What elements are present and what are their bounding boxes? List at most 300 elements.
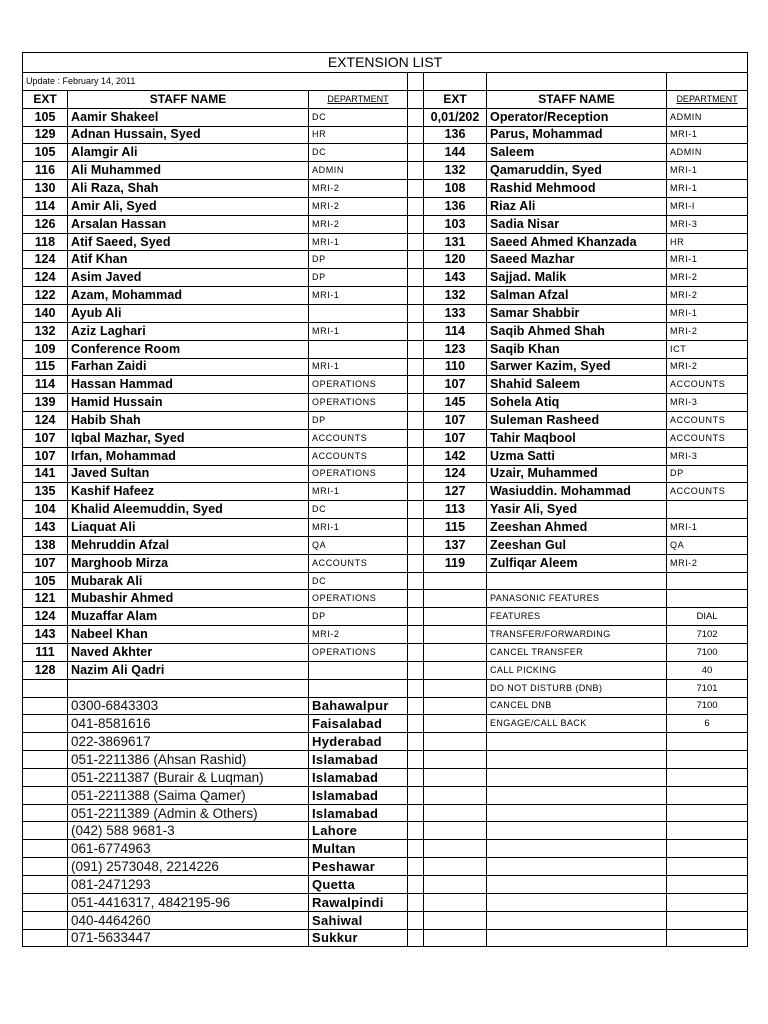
ext-right (424, 626, 487, 644)
spacer-cell (408, 679, 424, 697)
staff-name-right: Saleem (487, 144, 667, 162)
ext-left: 140 (23, 304, 68, 322)
table-row (23, 590, 748, 608)
staff-name-right: Zeeshan Ahmed (487, 519, 667, 537)
table-row (23, 661, 748, 679)
spacer-cell (408, 608, 424, 626)
office-city: Bahawalpur (309, 697, 408, 715)
ext-left: 138 (23, 536, 68, 554)
feature-name: CANCEL DNB (487, 697, 667, 715)
table-row (23, 394, 748, 412)
department-left: DC (309, 144, 408, 162)
spacer-cell (408, 144, 424, 162)
feature-name: CANCEL TRANSFER (487, 644, 667, 662)
spacer-cell (408, 893, 424, 911)
ext-right: 114 (424, 322, 487, 340)
table-row (23, 554, 748, 572)
feature-dial: 7100 (667, 644, 748, 662)
office-phone: 051-2211389 (Admin & Others) (68, 804, 309, 822)
staff-name-left: Adnan Hussain, Syed (68, 126, 309, 144)
table-row (23, 251, 748, 269)
table-row (23, 429, 748, 447)
staff-name-left: Khalid Aleemuddin, Syed (68, 501, 309, 519)
blank-cell (23, 751, 68, 769)
department-left: OPERATIONS (309, 644, 408, 662)
blank-cell (487, 804, 667, 822)
office-row (23, 911, 748, 929)
ext-left: 124 (23, 251, 68, 269)
office-row (23, 875, 748, 893)
department-right: ACCOUNTS (667, 376, 748, 394)
blank-cell (487, 840, 667, 858)
ext-right: 136 (424, 197, 487, 215)
staff-name-right: Uzma Satti (487, 447, 667, 465)
department-left: MRI-2 (309, 626, 408, 644)
staff-name-right: Sarwer Kazim, Syed (487, 358, 667, 376)
staff-name-right: Sohela Atiq (487, 394, 667, 412)
table-row (23, 483, 748, 501)
table-row (23, 322, 748, 340)
table-row (23, 197, 748, 215)
office-city: Peshawar (309, 858, 408, 876)
spacer-cell (408, 501, 424, 519)
staff-name-left: Liaquat Ali (68, 519, 309, 537)
department-left: DP (309, 269, 408, 287)
title-row (23, 53, 748, 73)
staff-name-right (487, 572, 667, 590)
blank-cell (23, 893, 68, 911)
table-row (23, 162, 748, 180)
blank-cell (424, 786, 487, 804)
office-city: Islamabad (309, 804, 408, 822)
table-row (23, 108, 748, 126)
table-row (23, 465, 748, 483)
department-left (309, 661, 408, 679)
header-dept-left: DEPARTMENT (309, 90, 408, 108)
department-left (309, 679, 408, 697)
blank-cell (424, 875, 487, 893)
staff-name-right: Sadia Nisar (487, 215, 667, 233)
ext-left: 126 (23, 215, 68, 233)
department-right: MRI-3 (667, 394, 748, 412)
department-right: MRI-2 (667, 269, 748, 287)
office-city: Faisalabad (309, 715, 408, 733)
department-left (309, 304, 408, 322)
staff-name-left: Habib Shah (68, 412, 309, 430)
spacer-cell (408, 126, 424, 144)
department-left: ACCOUNTS (309, 429, 408, 447)
table-row (23, 340, 748, 358)
blank-cell (424, 804, 487, 822)
ext-right: 124 (424, 465, 487, 483)
spacer-cell (408, 715, 424, 733)
blank-cell (487, 733, 667, 751)
department-left: OPERATIONS (309, 590, 408, 608)
staff-name-right: Tahir Maqbool (487, 429, 667, 447)
office-phone: 0300-6843303 (68, 697, 309, 715)
ext-right: 120 (424, 251, 487, 269)
ext-left: 107 (23, 554, 68, 572)
ext-left: 130 (23, 180, 68, 198)
department-left: DC (309, 572, 408, 590)
spacer-cell (408, 180, 424, 198)
staff-name-right: Saqib Khan (487, 340, 667, 358)
blank-cell (424, 911, 487, 929)
department-right (667, 501, 748, 519)
staff-name-right: Suleman Rasheed (487, 412, 667, 430)
table-row (23, 572, 748, 590)
department-left: DC (309, 501, 408, 519)
spacer-cell (408, 875, 424, 893)
ext-left: 115 (23, 358, 68, 376)
ext-left: 104 (23, 501, 68, 519)
blank-cell (487, 858, 667, 876)
department-left: MRI-1 (309, 233, 408, 251)
department-left: MRI-2 (309, 197, 408, 215)
feature-name: FEATURES (487, 608, 667, 626)
blank-cell (424, 715, 487, 733)
staff-name-left: Mubashir Ahmed (68, 590, 309, 608)
header-name-left: STAFF NAME (68, 90, 309, 108)
staff-name-left: Farhan Zaidi (68, 358, 309, 376)
office-row (23, 751, 748, 769)
department-left: OPERATIONS (309, 376, 408, 394)
spacer-cell (408, 822, 424, 840)
spacer-cell (408, 483, 424, 501)
blank-cell (667, 804, 748, 822)
staff-name-left: Ayub Ali (68, 304, 309, 322)
table-row (23, 233, 748, 251)
staff-name-left: Ali Raza, Shah (68, 180, 309, 198)
spacer-cell (408, 590, 424, 608)
table-row (23, 626, 748, 644)
department-right: MRI-3 (667, 447, 748, 465)
office-city: Islamabad (309, 751, 408, 769)
spacer-cell (408, 251, 424, 269)
office-city: Quetta (309, 875, 408, 893)
spacer-cell (408, 340, 424, 358)
office-phone: 040-4464260 (68, 911, 309, 929)
staff-name-left: Naved Akhter (68, 644, 309, 662)
feature-name: ENGAGE/CALL BACK (487, 715, 667, 733)
spacer-cell (408, 626, 424, 644)
department-right: MRI-2 (667, 554, 748, 572)
staff-name-left: Amir Ali, Syed (68, 197, 309, 215)
office-city: Rawalpindi (309, 893, 408, 911)
department-right: MRI-1 (667, 304, 748, 322)
blank-cell (667, 822, 748, 840)
department-right: ADMIN (667, 108, 748, 126)
spacer-cell (408, 697, 424, 715)
ext-right (424, 572, 487, 590)
table-row (23, 180, 748, 198)
office-row (23, 822, 748, 840)
blank-cell (23, 768, 68, 786)
blank-cell (424, 929, 487, 947)
department-right: MRI-1 (667, 126, 748, 144)
department-left: OPERATIONS (309, 465, 408, 483)
blank-cell (667, 840, 748, 858)
staff-name-right: Salman Afzal (487, 287, 667, 305)
office-row (23, 840, 748, 858)
ext-left: 121 (23, 590, 68, 608)
ext-right: 119 (424, 554, 487, 572)
staff-name-left: Muzaffar Alam (68, 608, 309, 626)
ext-left: 132 (23, 322, 68, 340)
blank-cell (667, 858, 748, 876)
table-row (23, 376, 748, 394)
ext-left: 105 (23, 572, 68, 590)
table-row (23, 679, 748, 697)
department-right: ACCOUNTS (667, 483, 748, 501)
department-left: MRI-1 (309, 322, 408, 340)
spacer-cell (408, 197, 424, 215)
blank-cell (667, 768, 748, 786)
ext-left: 105 (23, 144, 68, 162)
staff-name-right: Parus, Mohammad (487, 126, 667, 144)
blank-cell (23, 786, 68, 804)
staff-name-right: Shahid Saleem (487, 376, 667, 394)
ext-right: 115 (424, 519, 487, 537)
office-phone: 041-8581616 (68, 715, 309, 733)
ext-right: 123 (424, 340, 487, 358)
staff-name-left: Aziz Laghari (68, 322, 309, 340)
spacer-cell (408, 447, 424, 465)
blank-cell (23, 804, 68, 822)
update-date: Update : February 14, 2011 (23, 73, 408, 91)
ext-left: 124 (23, 608, 68, 626)
ext-right (424, 608, 487, 626)
staff-name-left: Mehruddin Afzal (68, 536, 309, 554)
department-right: MRI-1 (667, 180, 748, 198)
table-row (23, 144, 748, 162)
blank-cell (424, 840, 487, 858)
staff-name-right: Rashid Mehmood (487, 180, 667, 198)
department-right (667, 572, 748, 590)
ext-left: 114 (23, 376, 68, 394)
staff-name-right: Sajjad. Malik (487, 269, 667, 287)
department-left: QA (309, 536, 408, 554)
staff-name-right: Yasir Ali, Syed (487, 501, 667, 519)
staff-name-right: Zeeshan Gul (487, 536, 667, 554)
staff-name-right: Saeed Ahmed Khanzada (487, 233, 667, 251)
blank-cell (487, 786, 667, 804)
department-right: ACCOUNTS (667, 412, 748, 430)
ext-right: 103 (424, 215, 487, 233)
office-city: Islamabad (309, 786, 408, 804)
blank-cell (667, 875, 748, 893)
blank-cell (487, 929, 667, 947)
staff-name-right: Qamaruddin, Syed (487, 162, 667, 180)
header-row (23, 90, 748, 108)
staff-name-left: Alamgir Ali (68, 144, 309, 162)
department-right: ACCOUNTS (667, 429, 748, 447)
spacer-cell (408, 429, 424, 447)
table-row (23, 644, 748, 662)
spacer-cell (408, 786, 424, 804)
table-row (23, 412, 748, 430)
spacer-cell (408, 233, 424, 251)
blank-cell (424, 768, 487, 786)
ext-left (23, 679, 68, 697)
ext-right: 145 (424, 394, 487, 412)
staff-name-left: Marghoob Mirza (68, 554, 309, 572)
feature-dial: 40 (667, 661, 748, 679)
table-row (23, 126, 748, 144)
ext-left: 109 (23, 340, 68, 358)
spacer-cell (408, 519, 424, 537)
ext-right: 142 (424, 447, 487, 465)
department-right: MRI-1 (667, 519, 748, 537)
blank-cell (23, 875, 68, 893)
office-row (23, 733, 748, 751)
spacer-cell (408, 215, 424, 233)
spacer-cell (408, 376, 424, 394)
staff-name-left: Kashif Hafeez (68, 483, 309, 501)
office-phone: 071-5633447 (68, 929, 309, 947)
ext-left: 116 (23, 162, 68, 180)
spacer-cell (408, 394, 424, 412)
header-ext-right: EXT (424, 90, 487, 108)
department-left: ACCOUNTS (309, 447, 408, 465)
blank-cell (424, 733, 487, 751)
header-name-right: STAFF NAME (487, 90, 667, 108)
blank-cell (424, 751, 487, 769)
staff-name-right: Uzair, Muhammed (487, 465, 667, 483)
feature-name: TRANSFER/FORWARDING (487, 626, 667, 644)
spacer-cell (408, 733, 424, 751)
ext-right: 110 (424, 358, 487, 376)
department-left: MRI-1 (309, 358, 408, 376)
feature-name: CALL PICKING (487, 661, 667, 679)
staff-name-left: Nazim Ali Qadri (68, 661, 309, 679)
blank-cell (23, 911, 68, 929)
table-row (23, 608, 748, 626)
blank-cell (667, 751, 748, 769)
office-phone: 051-2211386 (Ahsan Rashid) (68, 751, 309, 769)
department-right: ICT (667, 340, 748, 358)
spacer-cell (408, 554, 424, 572)
office-row (23, 804, 748, 822)
staff-name-right: Riaz Ali (487, 197, 667, 215)
department-left: MRI-1 (309, 519, 408, 537)
ext-right: 107 (424, 376, 487, 394)
staff-name-left: Iqbal Mazhar, Syed (68, 429, 309, 447)
spacer-cell (408, 322, 424, 340)
ext-left: 105 (23, 108, 68, 126)
spacer-cell (408, 840, 424, 858)
office-phone: 051-2211387 (Burair & Luqman) (68, 768, 309, 786)
table-row (23, 215, 748, 233)
ext-left: 139 (23, 394, 68, 412)
department-left: DP (309, 608, 408, 626)
blank-cell (667, 786, 748, 804)
department-right: MRI-1 (667, 162, 748, 180)
ext-right: 133 (424, 304, 487, 322)
ext-right: 108 (424, 180, 487, 198)
table-row (23, 304, 748, 322)
office-row (23, 858, 748, 876)
staff-name-right: Saqib Ahmed Shah (487, 322, 667, 340)
department-left (309, 340, 408, 358)
feature-dial: 7100 (667, 697, 748, 715)
ext-right (424, 679, 487, 697)
blank-cell (667, 733, 748, 751)
staff-name-left: Hamid Hussain (68, 394, 309, 412)
ext-right: 132 (424, 287, 487, 305)
staff-name-left: Aamir Shakeel (68, 108, 309, 126)
ext-right: 143 (424, 269, 487, 287)
department-right: MRI-2 (667, 358, 748, 376)
feature-name: PANASONIC FEATURES (487, 590, 667, 608)
office-row (23, 715, 748, 733)
department-right: DP (667, 465, 748, 483)
blank-cell (487, 751, 667, 769)
ext-right: 144 (424, 144, 487, 162)
ext-right: 137 (424, 536, 487, 554)
staff-name-left: Mubarak Ali (68, 572, 309, 590)
blank-cell (667, 911, 748, 929)
ext-left: 135 (23, 483, 68, 501)
table-row (23, 447, 748, 465)
staff-name-right: Wasiuddin. Mohammad (487, 483, 667, 501)
staff-name-left: Nabeel Khan (68, 626, 309, 644)
department-left: OPERATIONS (309, 394, 408, 412)
update-row (23, 73, 748, 91)
spacer-cell (408, 929, 424, 947)
table-row (23, 519, 748, 537)
blank-cell (424, 893, 487, 911)
blank-cell (424, 822, 487, 840)
office-row (23, 768, 748, 786)
department-right: QA (667, 536, 748, 554)
blank-cell (487, 893, 667, 911)
extension-list-sheet (22, 52, 747, 947)
blank-cell (487, 911, 667, 929)
ext-right: 107 (424, 412, 487, 430)
staff-name-right: Zulfiqar Aleem (487, 554, 667, 572)
department-left: MRI-1 (309, 483, 408, 501)
spacer-cell (408, 358, 424, 376)
ext-right (424, 644, 487, 662)
department-left: HR (309, 126, 408, 144)
blank-cell (487, 822, 667, 840)
staff-name-right: Operator/Reception (487, 108, 667, 126)
spacer-cell (408, 304, 424, 322)
office-phone: 081-2471293 (68, 875, 309, 893)
staff-name-left: Atif Saeed, Syed (68, 233, 309, 251)
table-row (23, 536, 748, 554)
spacer-cell (408, 269, 424, 287)
ext-left: 114 (23, 197, 68, 215)
header-ext-left: EXT (23, 90, 68, 108)
office-phone: 061-6774963 (68, 840, 309, 858)
department-left: ACCOUNTS (309, 554, 408, 572)
department-right: MRI-I (667, 197, 748, 215)
office-phone: (042) 588 9681-3 (68, 822, 309, 840)
office-city: Sahiwal (309, 911, 408, 929)
feature-dial: DIAL (667, 608, 748, 626)
ext-left: 143 (23, 519, 68, 537)
feature-name: DO NOT DISTURB (DNB) (487, 679, 667, 697)
spacer-cell (408, 751, 424, 769)
department-right: MRI-1 (667, 251, 748, 269)
staff-name-left: Javed Sultan (68, 465, 309, 483)
staff-name-right: Saeed Mazhar (487, 251, 667, 269)
ext-left: 124 (23, 269, 68, 287)
staff-name-left: Irfan, Mohammad (68, 447, 309, 465)
office-row (23, 697, 748, 715)
